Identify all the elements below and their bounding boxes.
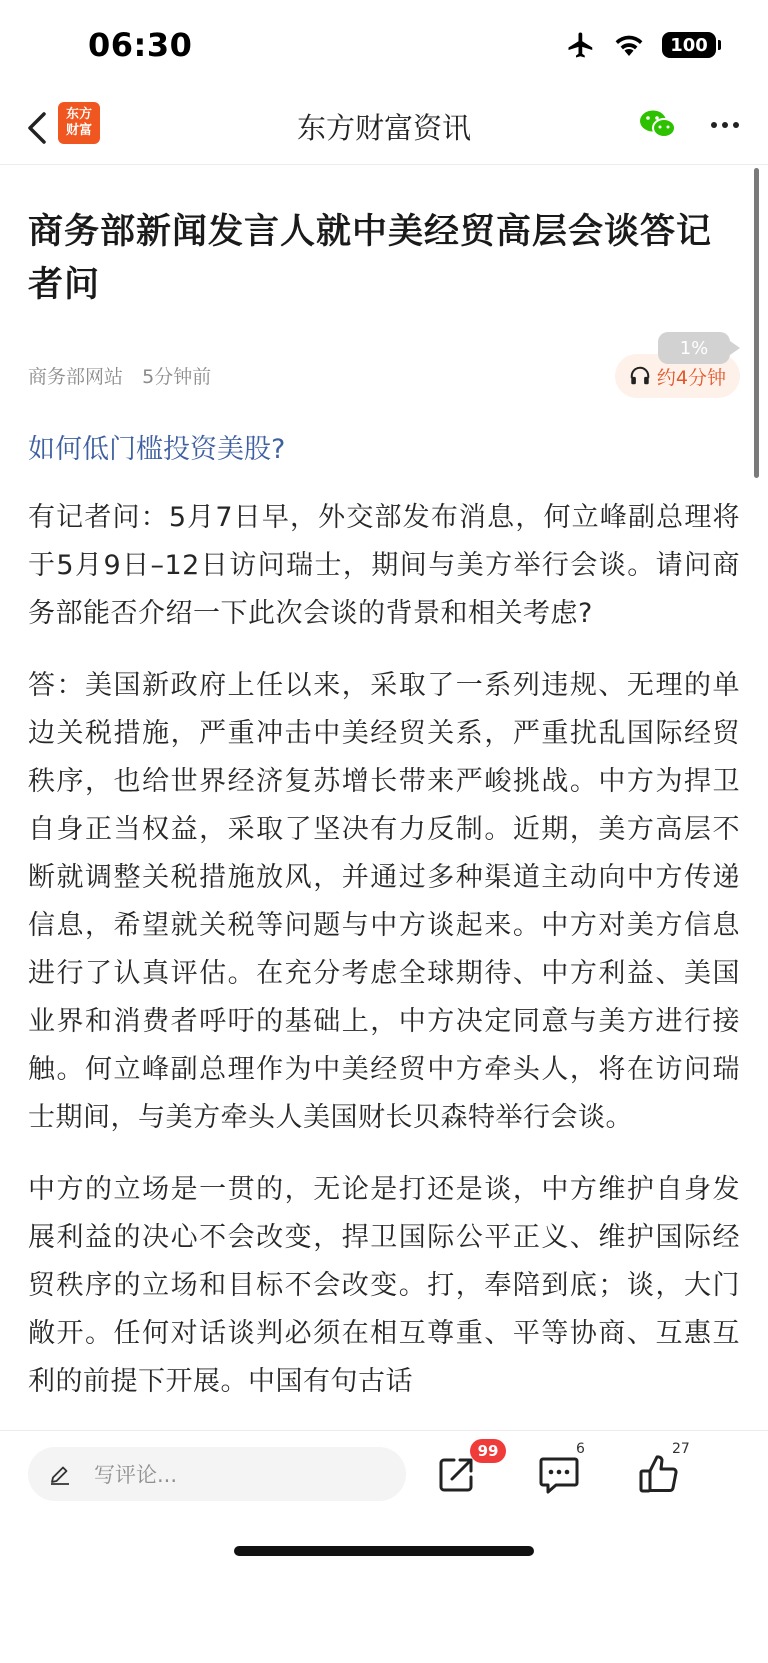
article-content bbox=[28, 170, 740, 1406]
article-meta bbox=[28, 337, 740, 400]
listen-duration: 约4分钟 bbox=[656, 366, 726, 389]
logo-line1: 东方 bbox=[65, 107, 92, 122]
status-time: 06:30 bbox=[88, 26, 193, 64]
scrollbar[interactable] bbox=[754, 168, 759, 478]
comment-icon[interactable] bbox=[536, 1451, 582, 1497]
read-progress-badge: 1% bbox=[658, 332, 730, 364]
comment-placeholder: 写评论... bbox=[94, 1463, 178, 1487]
comment-count: 6 bbox=[576, 1441, 585, 1457]
promo-link[interactable]: 如何低门槛投资美股? bbox=[28, 434, 286, 465]
wechat-share-icon[interactable] bbox=[638, 108, 678, 142]
status-icons bbox=[566, 30, 716, 60]
share-badge: 99 bbox=[470, 1439, 506, 1463]
article-paragraph: 有记者问：5月7日早，外交部发布消息，何立峰副总理将于5月9日–12日访问瑞士，期间与美方举行会谈。请问商务部能否介绍一下此次会谈的背景和相关考虑? bbox=[28, 502, 740, 629]
status-bar bbox=[0, 0, 768, 90]
comment-input[interactable] bbox=[28, 1447, 406, 1501]
pencil-icon bbox=[48, 1462, 72, 1486]
home-indicator[interactable] bbox=[234, 1546, 534, 1556]
article-time: 5分钟前 bbox=[142, 366, 212, 388]
article-source[interactable]: 商务部网站 bbox=[28, 366, 124, 388]
like-count: 27 bbox=[672, 1441, 690, 1457]
battery-indicator: 100 bbox=[662, 32, 716, 58]
article-title: 商务部新闻发言人就中美经贸高层会谈答记者问 bbox=[28, 212, 713, 305]
article-paragraph: 答：美国新政府上任以来，采取了一系列违规、无理的单边关税措施，严重冲击中美经贸关系，严重扰乱国际经贸秩序，也给世界经济复苏增长带来严峻挑战。中方为捍卫自身正当权益，采取了坚决有力反制。近期，美方高层不断就调整关税措施放风，并通过多种渠道主动向中方传递信息，希望就关税等问题与中方谈起来。中方对美方信息进行了认真评估。在充分考虑全球期待、中方利益、美国业界和消费者呼吁的基础上，中方决定同意与美方进行接触。何立峰副总理作为中美经贸中方牵头人，将在访问瑞士期间，与美方牵头人美国财长贝森特举行会谈。 bbox=[28, 670, 740, 1133]
headphones-icon bbox=[629, 365, 651, 387]
logo-line2: 财富 bbox=[65, 123, 92, 138]
airplane-mode-icon bbox=[566, 30, 596, 60]
more-options-icon[interactable] bbox=[708, 110, 742, 140]
nav-title: 东方财富资讯 bbox=[296, 111, 471, 145]
article-paragraph: 中方的立场是一贯的，无论是打还是谈，中方维护自身发展利益的决心不会改变，捍卫国际公平正义、维护国际经贸秩序的立场和目标不会改变。打，奉陪到底；谈，大门敞开。任何对话谈判必须在相互尊重、平等协商、互惠互利的前提下开展。中国有句古话 bbox=[28, 1174, 740, 1397]
nav-bar bbox=[0, 92, 768, 165]
wifi-icon bbox=[612, 32, 646, 58]
like-icon[interactable] bbox=[636, 1451, 682, 1497]
